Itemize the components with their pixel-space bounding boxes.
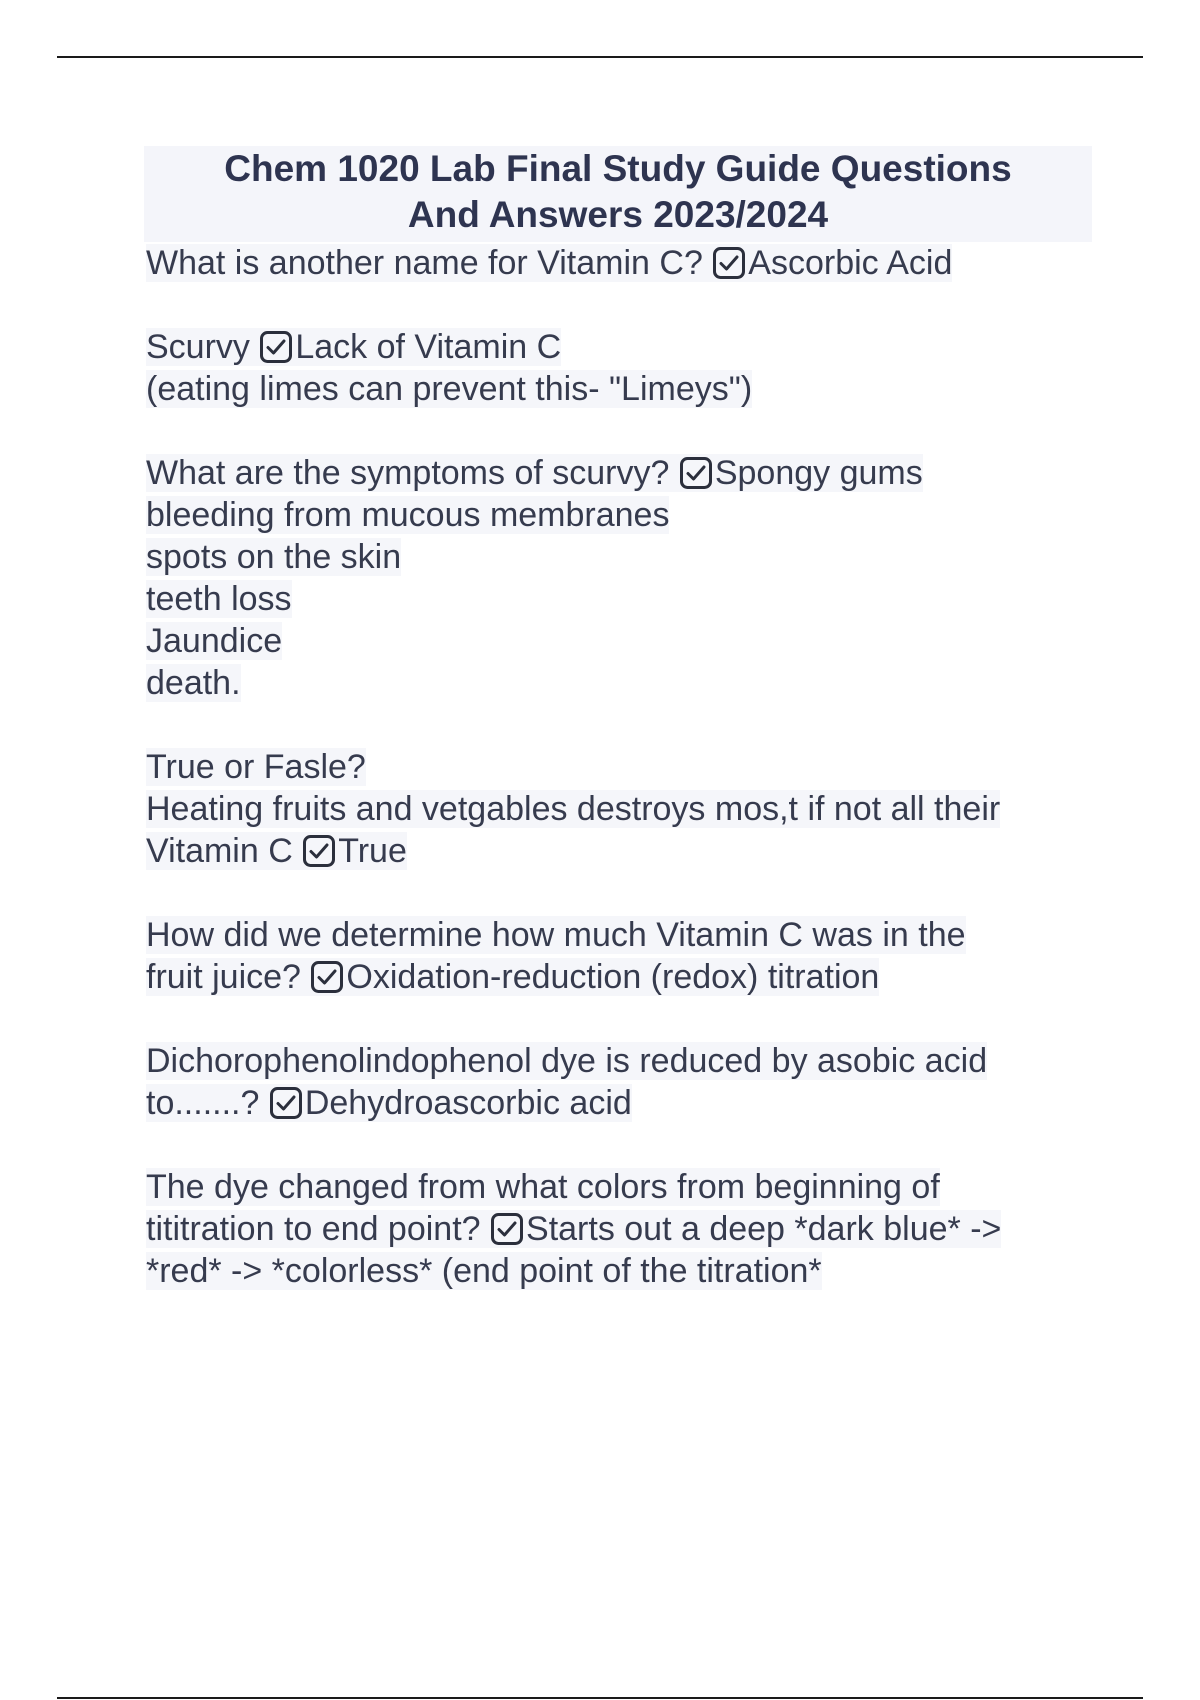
qa-item [146, 914, 1094, 998]
answer-text: Spongy gums [714, 454, 923, 492]
question-text: Scurvy [146, 328, 260, 366]
question-answer-line [146, 1210, 1001, 1248]
question-answer-line [146, 832, 407, 870]
qa-line [146, 494, 1094, 536]
qa-line [146, 1082, 1094, 1124]
qa-line [146, 452, 1094, 494]
qa-line [146, 914, 1094, 956]
answer-text: Oxidation-reduction (redox) titration [346, 958, 880, 996]
qa-line [146, 578, 1094, 620]
checked-box-icon [712, 246, 746, 280]
answer-text: death. [146, 664, 241, 702]
answer-text: (eating limes can prevent this- "Limeys") [146, 370, 753, 408]
question-answer-line [146, 958, 879, 996]
qa-item [146, 746, 1094, 872]
answer-text: Dichorophenolindophenol dye is reduced by asobic acid [146, 1042, 988, 1080]
qa-line [146, 326, 1094, 368]
qa-line [146, 536, 1094, 578]
question-answer-line [146, 244, 952, 282]
answer-text: Jaundice [146, 622, 283, 660]
checked-box-icon [259, 330, 293, 364]
answer-text: spots on the skin [146, 538, 402, 576]
question-text: What is another name for Vitamin C? [146, 244, 713, 282]
checked-box-icon [310, 960, 344, 994]
qa-line [146, 368, 1094, 410]
answer-text: The dye changed from what colors from beginning of [146, 1168, 940, 1206]
checked-box-icon [679, 456, 713, 490]
answer-text: Starts out a deep *dark blue* -> [526, 1210, 1002, 1248]
qa-line [146, 1040, 1094, 1082]
answer-text: Lack of Vitamin C [295, 328, 562, 366]
answer-text: *red* -> *colorless* (end point of the titration* [146, 1252, 822, 1290]
question-answer-line [146, 1084, 632, 1122]
qa-line [146, 242, 1094, 284]
checked-box-icon [269, 1086, 303, 1120]
question-text: tititration to end point? [146, 1210, 491, 1248]
qa-item [146, 326, 1094, 410]
checked-box-icon [302, 834, 336, 868]
answer-text: True or Fasle? [146, 748, 366, 786]
bottom-rule [57, 1697, 1143, 1699]
qa-item [146, 1166, 1094, 1292]
question-text: to.......? [146, 1084, 269, 1122]
answer-text: True [338, 832, 407, 870]
question-text: Vitamin C [146, 832, 303, 870]
document-title [144, 146, 1092, 242]
qa-line [146, 788, 1094, 830]
document-body [146, 146, 1094, 1292]
qa-line [146, 1250, 1094, 1292]
qa-line [146, 620, 1094, 662]
qa-item [146, 452, 1094, 704]
qa-item [146, 242, 1094, 284]
qa-list [146, 242, 1094, 1292]
qa-item [146, 1040, 1094, 1124]
answer-text: Dehydroascorbic acid [304, 1084, 632, 1122]
question-text: fruit juice? [146, 958, 311, 996]
qa-line [146, 830, 1094, 872]
title-line-1: Chem 1020 Lab Final Study Guide Questions [224, 148, 1012, 189]
answer-text: bleeding from mucous membranes [146, 496, 670, 534]
top-rule [57, 56, 1143, 58]
question-text: What are the symptoms of scurvy? [146, 454, 679, 492]
qa-line [146, 1208, 1094, 1250]
checked-box-icon [490, 1212, 524, 1246]
qa-line [146, 1166, 1094, 1208]
title-line-2: And Answers 2023/2024 [407, 194, 829, 235]
answer-text: Heating fruits and vetgables destroys mos,t if not all their [146, 790, 1001, 828]
answer-text: teeth loss [146, 580, 292, 618]
question-answer-line [146, 328, 561, 366]
question-answer-line [146, 454, 923, 492]
qa-line [146, 956, 1094, 998]
qa-line [146, 662, 1094, 704]
qa-line [146, 746, 1094, 788]
answer-text: Ascorbic Acid [748, 244, 953, 282]
answer-text: How did we determine how much Vitamin C was in the [146, 916, 966, 954]
